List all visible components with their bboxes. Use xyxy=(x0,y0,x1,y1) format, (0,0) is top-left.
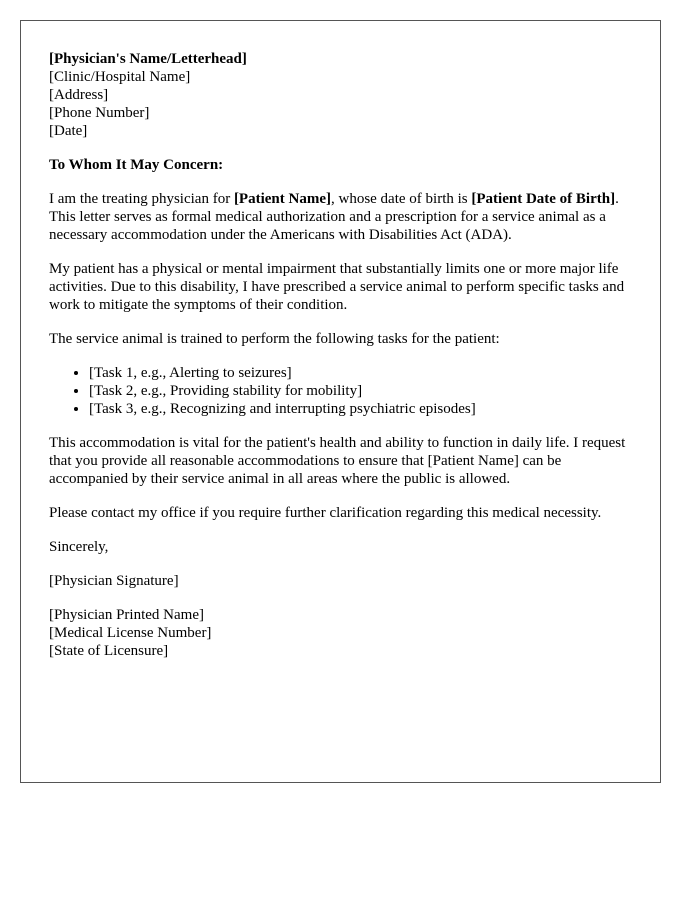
salutation-text: To Whom It May Concern: xyxy=(49,157,224,173)
paragraph-impairment: My patient has a physical or mental impairment that substantially limits one or more major life activities. Due to this disability, I have prescribed a service animal to perform specific tasks and work to mitigate the symptoms of their condition. xyxy=(49,261,625,313)
paragraph-accommodation: This accommodation is vital for the patient's health and ability to function in daily life. I request that you provide all reasonable accommodations to ensure that [Patient Name] can be accompanied by their service animal in all areas where the public is allowed. xyxy=(49,435,626,487)
clinic-name: [Clinic/Hospital Name] xyxy=(49,69,191,85)
task-item: • [Task 2, e.g., Providing stability for mobility] xyxy=(89,382,632,400)
signature: [Physician Signature] xyxy=(49,573,179,589)
physician-letterhead: [Physician's Name/Letterhead] xyxy=(49,51,247,67)
intro-text-3: . This letter serves as formal medical authorization and a prescription for a service animal as a necessary accommodation under the Americans with Disabilities Act (ADA). xyxy=(49,191,619,243)
task-item: • [Task 1, e.g., Alerting to seizures] xyxy=(89,364,632,382)
salutation xyxy=(49,156,632,174)
signature-block xyxy=(49,606,632,660)
address: [Address] xyxy=(49,87,109,103)
paragraph-tasks-intro: The service animal is trained to perform the following tasks for the patient: xyxy=(49,331,500,347)
phone-number: [Phone Number] xyxy=(49,105,150,121)
patient-name: [Patient Name] xyxy=(233,191,331,207)
letter xyxy=(20,20,661,783)
paragraph-intro xyxy=(49,190,632,244)
intro-text-1: I am the treating physician for xyxy=(49,191,234,207)
letterhead-block xyxy=(49,50,632,140)
printed-name: [Physician Printed Name] xyxy=(49,607,204,623)
task-list xyxy=(49,364,632,418)
task-item: • [Task 3, e.g., Recognizing and interrupting psychiatric episodes] xyxy=(89,400,632,418)
license-number: [Medical License Number] xyxy=(49,625,212,641)
closing: Sincerely, xyxy=(49,539,109,555)
patient-dob: [Patient Date of Birth] xyxy=(471,191,616,207)
date: [Date] xyxy=(49,123,88,139)
paragraph-contact: Please contact my office if you require further clarification regarding this medical necessity. xyxy=(49,505,602,521)
intro-text-2: , whose date of birth is xyxy=(330,191,472,207)
state-of-licensure: [State of Licensure] xyxy=(49,643,169,659)
